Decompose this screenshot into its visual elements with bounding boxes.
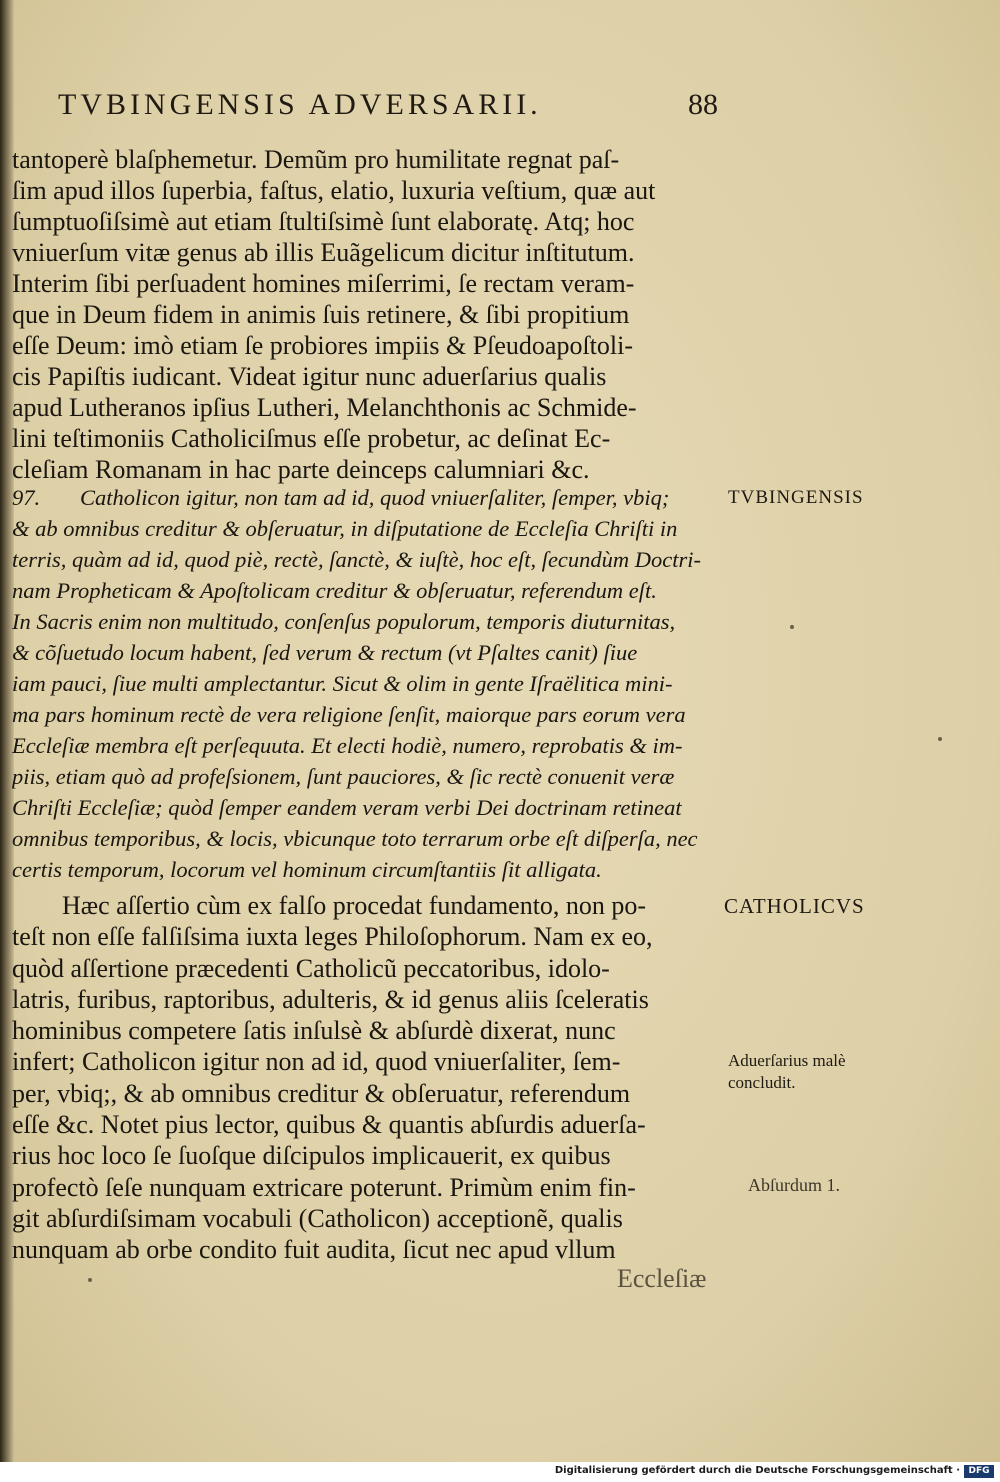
main-text-upper — [12, 144, 717, 485]
page-number: 88 — [688, 88, 718, 121]
text-line: cis Papiſtis iudicant. Videat igitur nunc aduerſarius qualis — [12, 362, 607, 391]
text-line: iam pauci, ſiue multi amplectantur. Sicut & olim in gente Iſraëlitica mini- — [12, 671, 673, 696]
text-line: eſſe Deum: imò etiam ſe probiores impiis & Pſeudoapoſtoli- — [12, 331, 634, 360]
text-line: ſim apud illos ſuperbia, faſtus, elatio, luxuria veſtium, quæ aut — [12, 176, 656, 205]
text-line: piis, etiam quò ad profeſsionem, ſunt pauciores, & ſic rectè conuenit veræ — [12, 764, 675, 789]
text-line: ma pars hominum rectè de vera religione ſenſit, maiorque pars eorum vera — [12, 702, 686, 727]
text-line: In Sacris enim non multitudo, conſenſus populorum, temporis diuturnitas, — [12, 609, 676, 634]
footer-bar — [0, 1462, 1000, 1482]
text-line: ſumptuoſiſsimè aut etiam ſtultiſsimè ſunt elaboratę. Atq; hoc — [12, 207, 635, 236]
ink-speck — [938, 737, 942, 741]
ink-speck — [88, 1278, 92, 1282]
text-line: Hæc aſſertio cùm ex falſo procedat fundamento, non po- — [62, 891, 647, 920]
marginal-note-absurdum: Abſurdum 1. — [748, 1175, 840, 1195]
italic-line-text: Catholicon igitur, non tam ad id, quod vniuerſaliter, ſemper, vbiq; — [80, 485, 670, 510]
text-line: terris, quàm ad id, quod piè, rectè, ſanctè, & iuſtè, hoc eſt, ſecundùm Doctri- — [12, 547, 702, 572]
marginal-line: concludit. — [728, 1073, 796, 1092]
running-title: TVBINGENSIS ADVERSARII. — [58, 88, 542, 121]
text-line: apud Lutheranos ipſius Lutheri, Melanchthonis ac Schmide- — [12, 393, 637, 422]
text-line: Eccleſiæ membra eſt perſequuta. Et electi hodiè, numero, reprobatis & im- — [12, 733, 683, 758]
marginal-note-tubingensis: TVBINGENSIS — [728, 487, 864, 508]
text-line: quòd aſſertione præcedenti Catholicũ peccatoribus, idolo- — [12, 953, 610, 983]
text-line: Chriſti Eccleſiæ; quòd ſemper eandem veram verbi Dei doctrinam retineat — [12, 795, 682, 820]
text-line: infert; Catholicon igitur non ad id, quod vniuerſaliter, ſem- — [12, 1047, 621, 1077]
text-line: cleſiam Romanam in hac parte deinceps calumniari &c. — [12, 455, 590, 484]
marginal-note-catholicus: CATHOLICVS — [724, 894, 865, 918]
dfg-logo: DFG — [964, 1465, 994, 1478]
text-line: & cõſuetudo locum habent, ſed verum & rectum (vt Pſaltes canit) ſiue — [12, 640, 638, 665]
text-line: & ab omnibus creditur & obſeruatur, in diſputatione de Eccleſia Chriſti in — [12, 516, 678, 541]
text-line: per, vbiq;, & ab omnibus creditur & obſeruatur, referendum — [12, 1078, 631, 1108]
main-text-lower — [12, 890, 717, 1266]
text-line: eſſe &c. Notet pius lector, quibus & quantis abſurdis aduerſa- — [12, 1110, 646, 1140]
text-line: git abſurdiſsimam vocabuli (Catholicon) acceptionẽ, qualis — [12, 1203, 623, 1233]
text-line: hominibus competere ſatis inſulsè & abſurdè dixerat, nunc — [12, 1016, 616, 1046]
text-line: nunquam ab orbe condito fuit audita, ſicut nec apud vllum — [12, 1235, 616, 1265]
text-line: omnibus temporibus, & locis, vbicunque toto terrarum orbe eſt diſperſa, nec — [12, 826, 698, 851]
text-line: rius hoc loco ſe ſuoſque diſcipulos implicauerit, ex quibus — [12, 1141, 611, 1171]
quoted-italic-passage — [12, 482, 717, 885]
text-line — [12, 482, 717, 513]
text-line: nam Propheticam & Apoſtolicam creditur & obſeruatur, referendum eſt. — [12, 578, 657, 603]
section-number: 97. — [12, 485, 41, 510]
text-line: que in Deum fidem in animis ſuis retinere, & ſibi propitium — [12, 300, 630, 329]
catchword: Eccleſiæ — [617, 1264, 707, 1293]
marginal-note-adversarius — [728, 1050, 846, 1094]
marginal-line: Aduerſarius malè — [728, 1051, 846, 1070]
text-line: Interim ſibi perſuadent homines miſerrimi, ſe rectam veram- — [12, 269, 635, 298]
text-line: latris, furibus, raptoribus, adulteris, & id genus aliis ſceleratis — [12, 984, 649, 1014]
text-line: profectò ſeſe nunquam extricare poterunt. Primùm enim fin- — [12, 1172, 636, 1202]
text-line: vniuerſum vitæ genus ab illis Euãgelicum dicitur inſtitutum. — [12, 238, 635, 267]
text-line: lini teſtimoniis Catholiciſmus eſſe probetur, ac deſinat Ec- — [12, 424, 611, 453]
funding-credit: Digitalisierung gefördert durch die Deutsche Forschungsgemeinschaft · — [554, 1465, 960, 1476]
text-line: tantoperè blaſphemetur. Demũm pro humilitate regnat paſ- — [12, 145, 620, 174]
text-line: certis temporum, locorum vel hominum circumſtantiis ſit alligata. — [12, 857, 602, 882]
ink-speck — [790, 625, 794, 629]
text-line: teſt non eſſe falſiſsima iuxta leges Philoſophorum. Nam ex eo, — [12, 922, 653, 952]
